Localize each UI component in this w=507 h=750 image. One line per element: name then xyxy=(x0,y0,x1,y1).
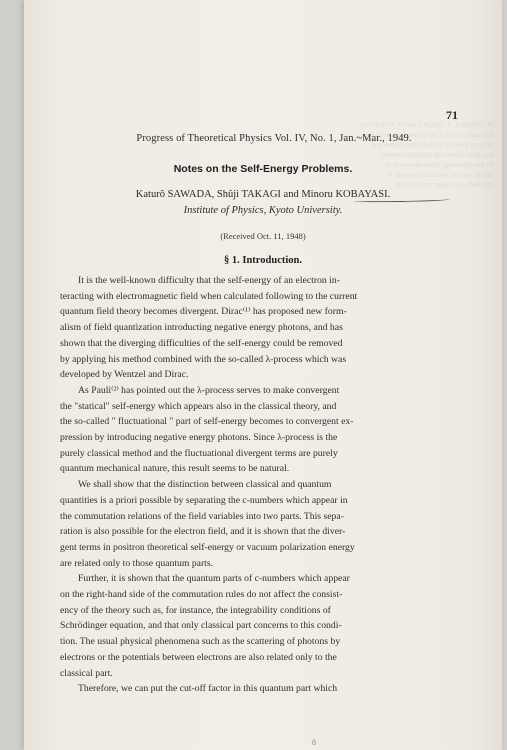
body-line: Therefore, we can put the cut-off factor in this quantum part which xyxy=(78,683,338,695)
body-line: purely classical method and the fluctuational divergent terms are purely xyxy=(60,447,338,459)
body-line: classical part. xyxy=(60,667,113,679)
body-line: on the right-hand side of the commutation rules do not affect the consist- xyxy=(60,589,343,601)
author-list: Katurô SAWADA, Shûji TAKAGI and Minoru KOBAYASI. xyxy=(135,189,391,200)
section-heading: § 1. Introduction. xyxy=(224,255,302,266)
body-line: developed by Wentzel and Dirac. xyxy=(60,369,189,381)
bleed-through-text: M. SAWADA, S. TAKAGI and M. KOBAYASI the quantum part of the commutation relation before is given in the following manner and the classical part only should be retained for the self-energy of the electron field and the vacuum polarization energy is obtained with respect to the cut-off xyxy=(359,121,494,189)
body-line: We shall show that the distinction between classical and quantum xyxy=(78,479,332,491)
body-line: ency of the theory such as, for instance, the integrability conditions of xyxy=(60,604,331,616)
journal-header: Progress of Theoretical Physics Vol. IV, No. 1, Jan.~Mar., 1949. xyxy=(136,133,412,144)
body-line: teracting with electromagnetic field when calculated following to the current xyxy=(60,290,358,302)
paper-page xyxy=(24,0,502,750)
body-line: tion. The usual physical phenomena such as the scattering of photons by xyxy=(60,636,341,648)
body-line: alism of field quantization introducting negative energy photons, and has xyxy=(60,322,343,334)
body-line: the commutation relations of the field variables into two parts. This sepa- xyxy=(60,510,344,522)
body-line: pression by introducing negative energy photons. Since λ-process is the xyxy=(60,432,338,444)
body-line: electrons or the potentials between electrons are also related only to the xyxy=(60,651,337,663)
body-line: the "statical" self-energy which appears also in the classical theory, and xyxy=(60,400,337,412)
received-date: (Received Oct. 11, 1948) xyxy=(220,231,306,241)
body-line: the so-called " fluctuational " part of self-energy becomes to convergent ex- xyxy=(60,416,354,428)
body-line: by applying his method combined with the so-called λ-process which was xyxy=(60,353,347,365)
body-line: quantum mechanical nature, this result seems to be natural. xyxy=(60,463,290,475)
body-line: quantities is a priori possible by separating the c-numbers which appear in xyxy=(60,494,348,506)
footer-mark: 8 xyxy=(312,738,316,747)
body-line: quantum field theory becomes divergent. Dirac⁽¹⁾ has proposed new form- xyxy=(60,306,347,318)
body-line: It is the well-known difficulty that the self-energy of an electron in- xyxy=(78,275,340,286)
body-line: ration is also possible for the electron field, and it is shown that the diver- xyxy=(60,526,346,538)
body-line: Schrödinger equation, and that only classical part concerns to this condi- xyxy=(60,620,342,632)
institute-affiliation: Institute of Physics, Kyoto University. xyxy=(183,205,343,216)
body-line: are related only to those quantum parts. xyxy=(60,557,214,569)
body-text xyxy=(60,273,458,697)
body-line: shown that the diverging difficulties of the self-energy could be removed xyxy=(60,337,343,349)
body-line: As Pauli⁽²⁾ has pointed out the λ-process serves to make convergent xyxy=(78,384,340,396)
page-number: 71 xyxy=(446,108,458,122)
body-line: gent terms in positron theoretical self-energy or vacuum polarization energy xyxy=(60,541,355,553)
paper-title: Notes on the Self-Energy Problems. xyxy=(173,163,353,175)
body-line: Further, it is shown that the quantum parts of c-numbers which appear xyxy=(78,573,350,585)
